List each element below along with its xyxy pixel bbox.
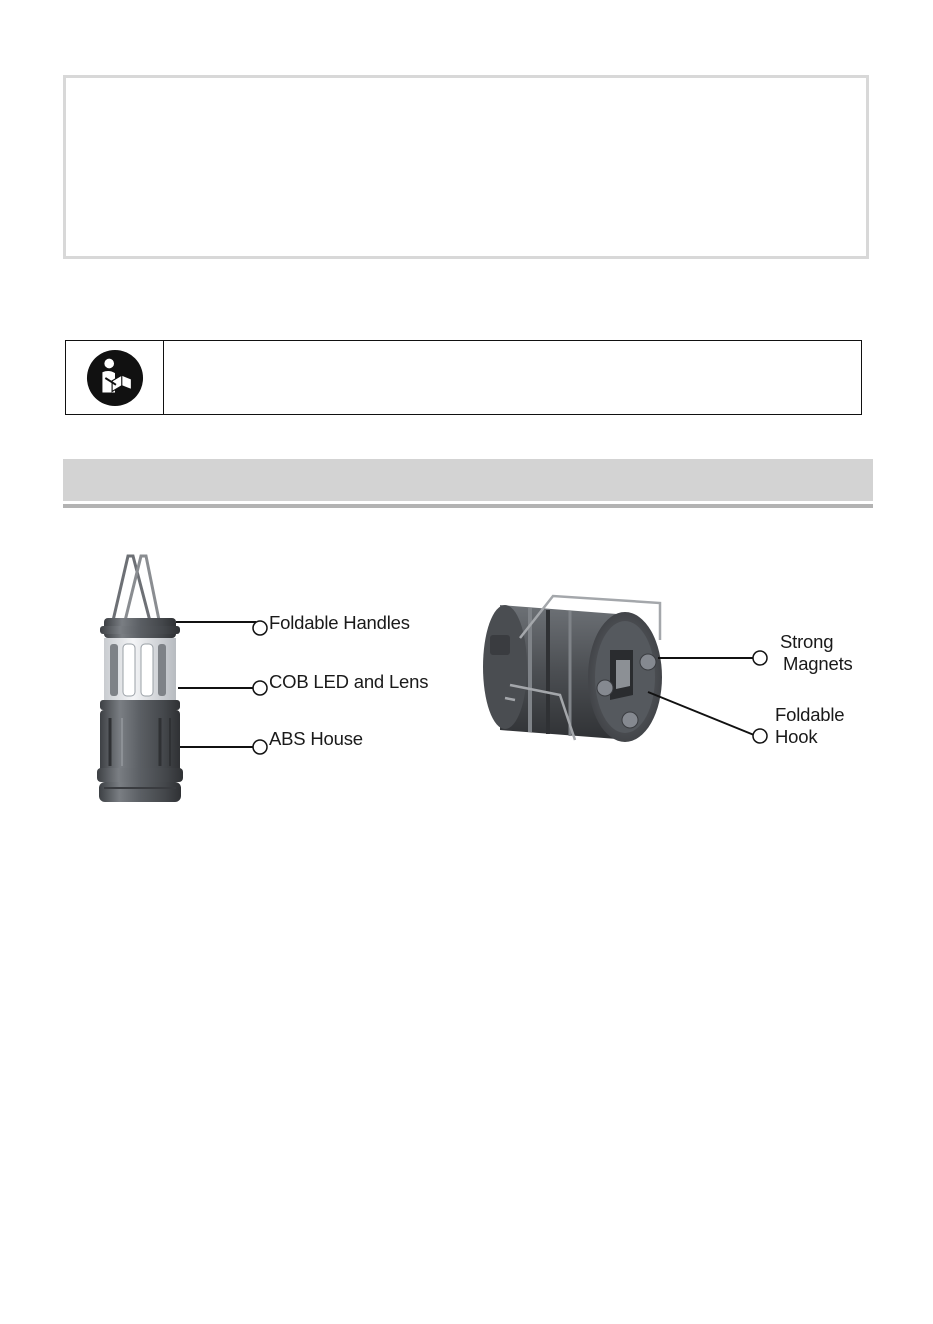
section-header-bar [63, 459, 873, 501]
label-cob-led-lens: COB LED and Lens [269, 671, 429, 692]
label-strong-magnets-line1: Strong [780, 631, 834, 652]
label-foldable-hook-line2: Hook [775, 726, 818, 747]
top-frame [63, 75, 869, 259]
upright-lantern-image [97, 556, 183, 802]
callout-strong-magnets [658, 631, 853, 674]
label-foldable-hook-line1: Foldable [775, 704, 845, 725]
notice-icon-cell [66, 341, 164, 414]
product-diagram [0, 540, 933, 820]
callout-foldable-hook [648, 692, 844, 747]
read-manual-icon [86, 349, 144, 407]
read-manual-notice [65, 340, 862, 415]
label-strong-magnets-line2: Magnets [783, 653, 853, 674]
callout-cob-led-lens [178, 671, 428, 695]
label-foldable-handles: Foldable Handles [269, 612, 410, 633]
magnet-end-lantern-image [483, 596, 662, 742]
section-divider [63, 504, 873, 508]
callout-abs-house [180, 728, 363, 754]
label-abs-house: ABS House [269, 728, 363, 749]
callout-foldable-handles [176, 612, 410, 635]
